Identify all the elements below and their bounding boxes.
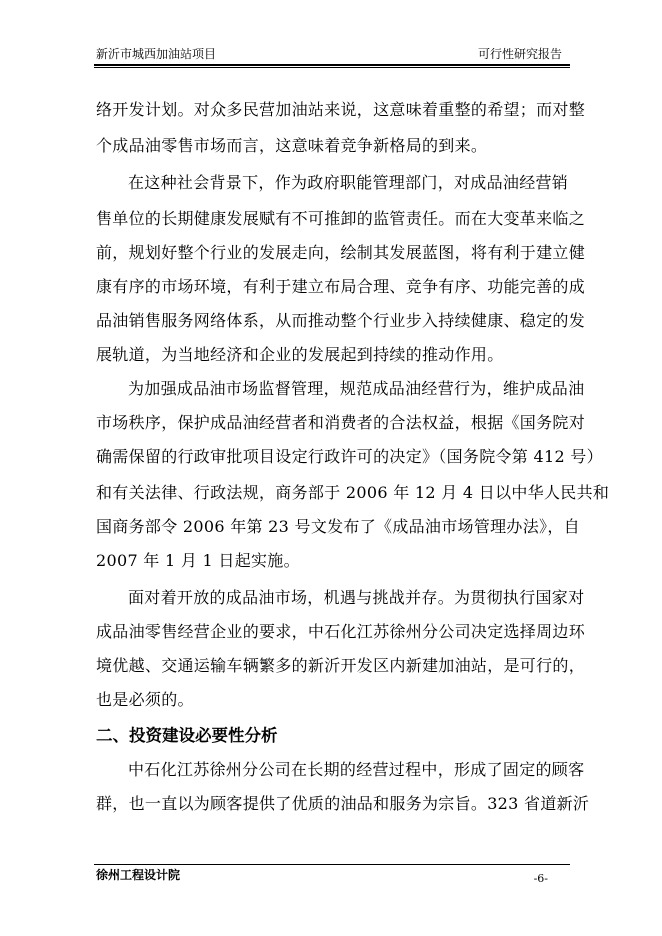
paragraph-first-line: 中石化江苏徐州分公司在长期的经营过程中，形成了固定的顾客	[128, 760, 585, 779]
body-line: 展轨道，为当地经济和企业的发展起到持续的推动作用。	[96, 345, 504, 364]
body-line: 确需保留的行政审批项目设定行政许可的决定》（国务院令第 412 号）	[96, 447, 603, 466]
body-line: 个成品油零售市场而言，这意味着竞争新格局的到来。	[96, 136, 488, 155]
body-line: 络开发计划。对众多民营加油站来说，这意味着重整的希望；而对整	[96, 100, 586, 119]
header-rule-thin	[94, 67, 570, 68]
body-line: 前，规划好整个行业的发展走向，绘制其发展蓝图，将有利于建立健	[96, 243, 586, 262]
body-line: 群，也一直以为顾客提供了优质的油品和服务为宗旨。323 省道新沂	[96, 794, 590, 813]
body-line: 售单位的长期健康发展赋有不可推卸的监管责任。而在大变革来临之	[96, 209, 586, 228]
header-rule	[94, 64, 570, 66]
paragraph-first-line: 在这种社会背景下，作为政府职能管理部门，对成品油经营销	[128, 173, 569, 192]
body-line: 和有关法律、行政法规，商务部于 2006 年 12 月 4 日以中华人民共和	[96, 483, 610, 502]
page-header	[94, 44, 570, 64]
body-line: 2007 年 1 月 1 日起实施。	[96, 551, 300, 570]
body-line: 国商务部令 2006 年第 23 号文发布了《成品油市场管理办法》，自	[96, 517, 580, 536]
body-line: 境优越、交通运输车辆繁多的新沂开发区内新建加油站，是可行的，	[96, 656, 586, 675]
paragraph-first-line: 为加强成品油市场监督管理，规范成品油经营行为，维护成品油	[128, 379, 585, 398]
body-line: 成品油零售经营企业的要求，中石化江苏徐州分公司决定选择周边环	[96, 622, 586, 641]
body-line: 康有序的市场环境，有利于建立布局合理、竞争有序、功能完善的成	[96, 277, 586, 296]
body-line: 品油销售服务网络体系，从而推动整个行业步入持续健康、稳定的发	[96, 311, 586, 330]
body-line: 市场秩序，保护成品油经营者和消费者的合法权益，根据《国务院对	[96, 413, 586, 432]
footer-organization: 徐州工程设计院	[96, 868, 181, 882]
footer-rule	[94, 864, 570, 865]
section-heading: 二、投资建设必要性分析	[96, 726, 278, 745]
header-project-title: 新沂市城西加油站项目	[96, 47, 217, 61]
page-number: -6-	[533, 872, 548, 885]
header-report-type: 可行性研究报告	[477, 47, 562, 61]
body-line: 也是必须的。	[96, 690, 194, 709]
paragraph-first-line: 面对着开放的成品油市场，机遇与挑战并存。为贯彻执行国家对	[128, 588, 585, 607]
